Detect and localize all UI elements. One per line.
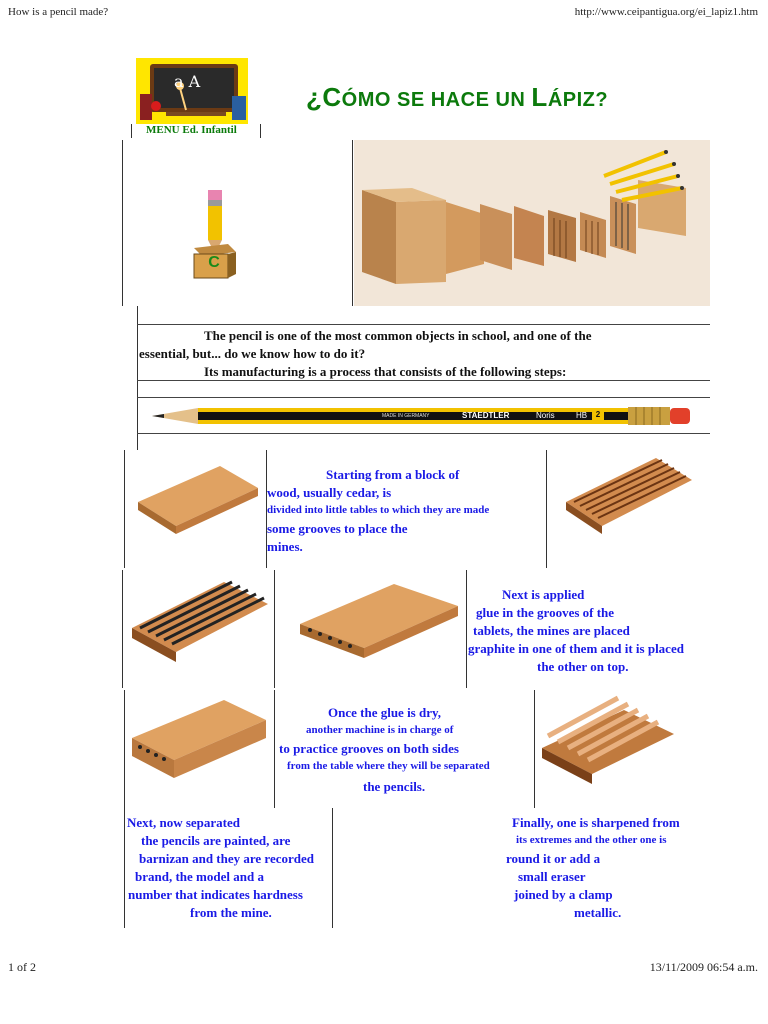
glued-slat-image [294,578,462,664]
pencil-grade: 2 [592,410,604,421]
heading-c-big: C [322,82,342,112]
step3-line-3: to practice grooves on both sides [279,741,459,756]
step2-line-3: tablets, the mines are placed [473,623,630,638]
pencil-grade-prefix: HB [576,411,588,420]
step4-line-1: Next, now separated [127,815,241,830]
step3-line-4: from the table where they will be separated [287,760,490,772]
step1-line-5: mines. [267,539,303,554]
step2-line-4: graphite in one of them and it is placed [468,641,684,656]
step4-line-2: the pencils are painted, are [141,833,291,848]
step5-line-5: joined by a clamp [514,887,613,902]
print-footer-pages: 1 of 2 [8,960,36,974]
step1-line-2: wood, usually cedar, is [267,485,392,500]
step2-line-5: the other on top. [537,659,629,674]
separated-pencils-image [538,690,678,800]
step1-line-3: divided into little tables to which they are made [267,504,490,516]
pencil-model: Noris [536,411,555,420]
step2-line-2: glue in the grooves of the [476,605,615,620]
step4-line-6: from the mine. [190,905,272,920]
heading-q-open: ¿ [306,82,323,112]
block-letter: C [208,254,220,271]
wood-slat-image [130,458,262,550]
staedtler-pencil [152,404,692,428]
heading-l-big: L [531,82,548,112]
step1-line-4: some grooves to place the [267,521,408,536]
wood-blocks-panel [354,140,710,306]
print-footer-datetime: 13/11/2009 06:54 a.m. [649,960,758,974]
step3-line-1: Once the glue is dry, [328,705,442,720]
pencil-block-illustration [186,182,276,282]
step1-line-1: Starting from a block of [326,467,460,482]
page-heading [306,82,608,113]
step5-line-3: round it or add a [506,851,601,866]
intro-line-2: essential, but... do we know how to do it? [139,346,366,361]
print-header-url: http://www.ceipantigua.org/ei_lapiz1.htm [574,6,758,18]
chalkboard-logo[interactable] [136,58,248,124]
step3-line-5: the pencils. [363,779,426,794]
menu-ed-infantil-link[interactable]: MENU Ed. Infantil [146,124,237,136]
step5-line-4: small eraser [518,869,586,884]
chalkboard-text: a A [174,72,201,91]
print-header-title: How is a pencil made? [8,6,109,18]
step5-line-1: Finally, one is sharpened from [512,815,680,830]
intro-line-1: The pencil is one of the most common objects in school, and one of the [204,328,592,343]
mines-in-grooves-image [128,574,270,670]
step4-line-4: brand, the model and a [135,869,264,884]
heading-omo: ÓMO SE HACE UN [341,89,532,111]
step5-line-2: its extremes and the other one is [516,834,667,846]
step5-line-6: metallic. [574,905,622,920]
step4-line-3: barnizan and they are recorded [139,851,315,866]
step4-line-5: number that indicates hardness [128,887,303,902]
heading-apiz: ÁPIZ? [547,89,609,111]
pencil-made-in: MADE IN GERMANY [382,413,430,419]
pencil-brand: STAEDTLER [462,411,510,420]
grooved-slat-image [560,452,696,538]
step2-line-1: Next is applied [502,587,585,602]
intro-line-3: Its manufacturing is a process that consists of the following steps: [204,364,567,379]
sandwich-slat-image [128,694,270,784]
step3-line-2: another machine is in charge of [306,724,454,736]
